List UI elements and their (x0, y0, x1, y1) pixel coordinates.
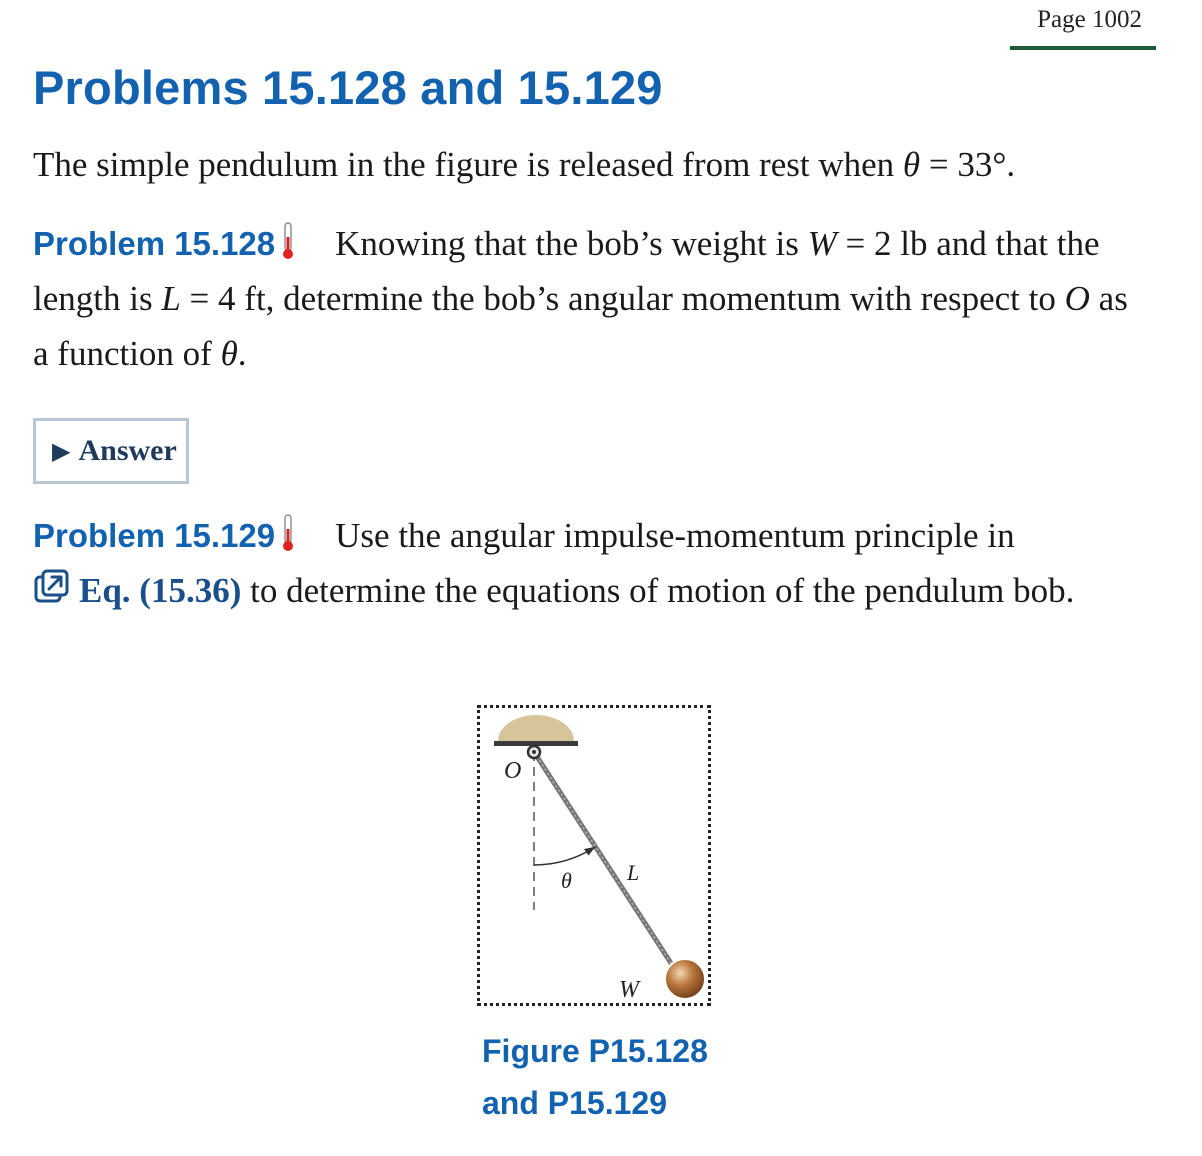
label-theta: θ (561, 868, 572, 893)
answer-toggle-button[interactable] (33, 418, 189, 484)
intro-text: The simple pendulum in the figure is released from rest when (33, 145, 903, 184)
p129-text-2: to determine the equations of motion of the pendulum bob. (241, 571, 1075, 610)
p128-text-2: = 2 lb and that the length is (33, 224, 1100, 318)
problem-15-128 (33, 216, 1143, 381)
p128-length-symbol: L (161, 279, 181, 318)
external-link-icon[interactable] (33, 568, 71, 606)
angle-arrowhead (584, 847, 596, 856)
thermometer-icon (279, 221, 297, 261)
page-title: Problems 15.128 and 15.129 (33, 61, 663, 114)
theta-symbol: θ (902, 145, 921, 184)
p128-text-4: as a function of (33, 279, 1128, 373)
thermometer-icon (279, 513, 297, 553)
figure-caption: Figure P15.128 and P15.129 (482, 1033, 708, 1121)
problem-15-129 (33, 508, 1143, 618)
pendulum-figure (477, 705, 711, 1006)
p128-weight-symbol: W (807, 224, 837, 263)
p128-text-1: Knowing that the bob’s weight is (335, 224, 808, 263)
pendulum-bob (665, 959, 705, 999)
p128-text-5: . (237, 334, 247, 373)
p129-text-1: Use the angular impulse-momentum principle in (335, 516, 1015, 555)
problem-15-129-label: Problem 15.129 (33, 517, 276, 554)
page-number: Page 1002 (1037, 6, 1142, 33)
label-O: O (504, 758, 522, 784)
p128-origin-symbol: O (1064, 279, 1090, 318)
expand-triangle-icon: ▶ (52, 439, 71, 465)
p128-text-3: = 4 ft, determine the bob’s angular momentum with respect to (180, 279, 1065, 318)
label-L: L (627, 860, 640, 885)
equation-link[interactable]: Eq. (15.36) (79, 571, 242, 610)
intro-paragraph (33, 143, 1015, 187)
p128-theta-symbol: θ (220, 334, 238, 373)
intro-value: = 33°. (920, 145, 1016, 184)
problem-15-128-label: Problem 15.128 (33, 225, 276, 262)
page-marker (1010, 6, 1156, 50)
answer-label: Answer (78, 434, 177, 467)
pendulum-diagram (480, 708, 710, 1005)
ceiling-support (498, 715, 574, 741)
label-W: W (619, 977, 639, 1003)
